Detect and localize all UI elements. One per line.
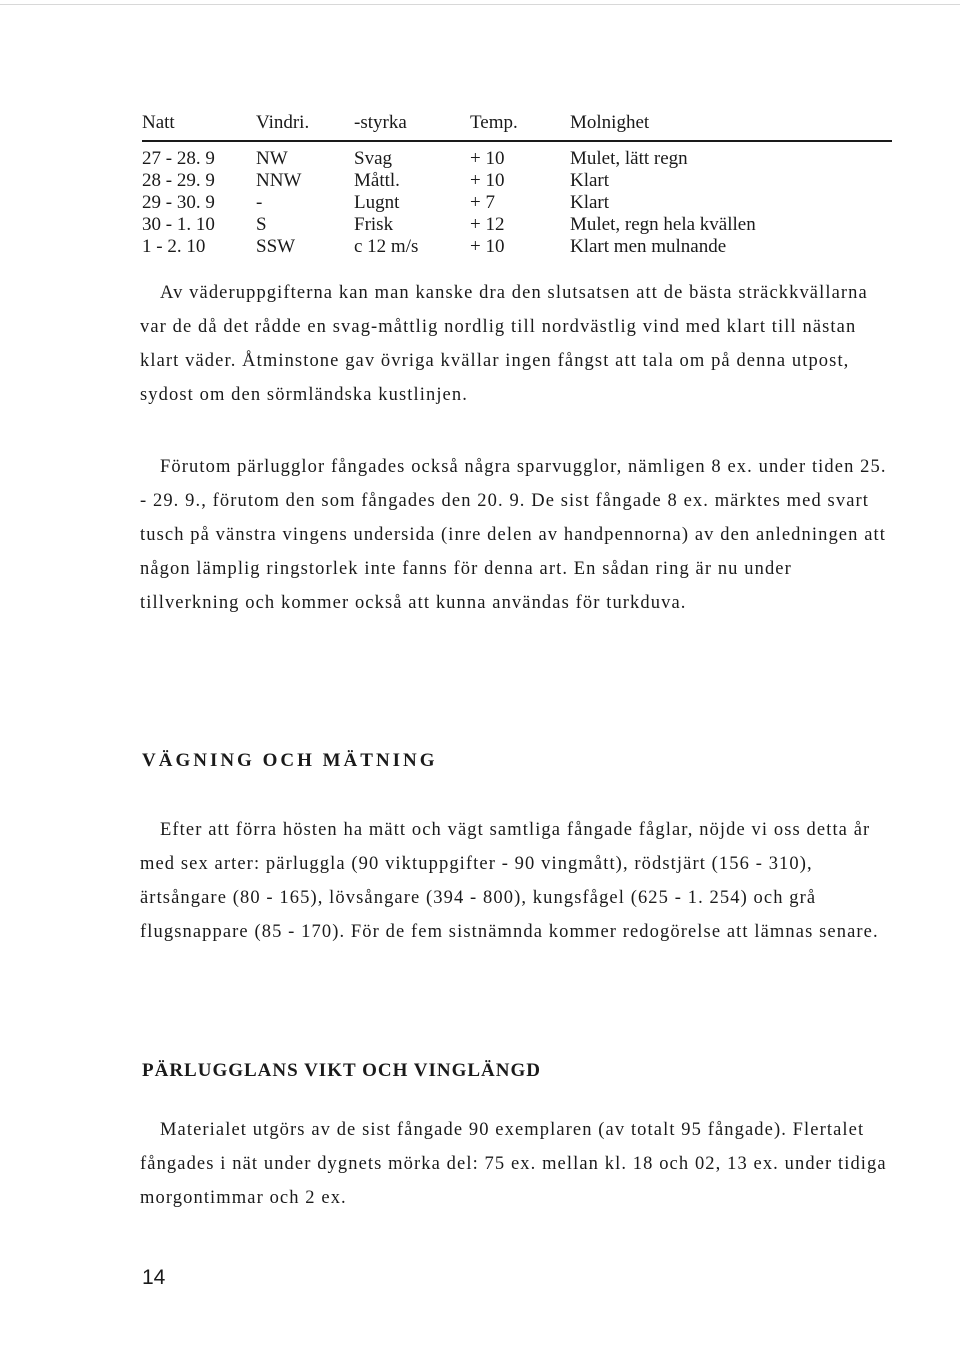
table-row [142, 236, 892, 258]
weather-table-header [142, 112, 892, 142]
top-rule [0, 4, 960, 5]
cell-styrka: Måttl. [354, 170, 400, 191]
heading-vagning-och-matning: VÄGNING OCH MÄTNING [142, 750, 438, 771]
cell-molnighet: Mulet, lätt regn [570, 148, 688, 169]
cell-vindriktning: - [256, 192, 263, 213]
header-styrka: -styrka [354, 112, 407, 133]
cell-vindriktning: NW [256, 148, 288, 169]
header-natt: Natt [142, 112, 175, 133]
header-vindriktning: Vindri. [256, 112, 310, 133]
page-number: 14 [142, 1266, 166, 1289]
weather-table-body [142, 142, 892, 258]
cell-natt: 1 - 2. 10 [142, 236, 206, 257]
cell-styrka: Lugnt [354, 192, 400, 213]
cell-molnighet: Klart [570, 192, 610, 213]
cell-temp: + 10 [470, 148, 505, 169]
cell-styrka: c 12 m/s [354, 236, 419, 257]
paragraph-matning: Efter att förra hösten ha mätt och vägt samtliga fångade fåglar, nöjde vi oss detta år med sex arter: pärluggla (90 viktuppgifter - 90 vingmått), rödstjärt (156 - 310), ärtsångare (80 - 165), lövsångare (394 - 800), kungsfågel (625 - 1. 254) och grå flugsnappare (85 - 170). För de fem sistnämnda kommer redogörelse att lämnas senare. [140, 820, 879, 942]
cell-temp: + 10 [470, 236, 505, 257]
paragraph-weather-conclusion: Av väderuppgifterna kan man kanske dra den slutsatsen att de bästa sträckkvällarna var de då det rådde en svag-måttlig nordlig till nordvästlig vind med klart till nästan klart väder. Åtminstone gav övriga kvällar ingen fångst att tala om på denna utpost, sydost om den sörmländska kustlinjen. [140, 283, 868, 405]
cell-natt: 30 - 1. 10 [142, 214, 215, 235]
table-row [142, 148, 892, 170]
cell-natt: 29 - 30. 9 [142, 192, 215, 213]
cell-molnighet: Mulet, regn hela kvällen [570, 214, 756, 235]
table-row [142, 192, 892, 214]
table-row [142, 214, 892, 236]
cell-natt: 28 - 29. 9 [142, 170, 215, 191]
cell-molnighet: Klart men mulnande [570, 236, 727, 257]
cell-temp: + 12 [470, 214, 505, 235]
cell-temp: + 10 [470, 170, 505, 191]
table-row [142, 170, 892, 192]
cell-styrka: Svag [354, 148, 392, 169]
cell-vindriktning: NNW [256, 170, 302, 191]
header-molnighet: Molnighet [570, 112, 650, 133]
cell-temp: + 7 [470, 192, 495, 213]
cell-styrka: Frisk [354, 214, 394, 235]
heading-parlugglans-vikt: PÄRLUGGLANS VIKT OCH VINGLÄNGD [142, 1060, 541, 1081]
cell-natt: 27 - 28. 9 [142, 148, 215, 169]
paragraph-material: Materialet utgörs av de sist fångade 90 exemplaren (av totalt 95 fångade). Flertalet fångades i nät under dygnets mörka del: 75 ex. mellan kl. 18 och 02, 13 ex. under tidiga morgontimmar och 2 ex. [140, 1120, 887, 1208]
cell-molnighet: Klart [570, 170, 610, 191]
cell-vindriktning: SSW [256, 236, 296, 257]
paragraph-sparvugglor: Förutom pärlugglor fångades också några sparvugglor, nämligen 8 ex. under tiden 25. - 29. 9., förutom den som fångades den 20. 9. De sist fångade 8 ex. märktes med svart tusch på vänstra vingens undersida (inre delen av handpennorna) av den anledningen att någon lämplig ringstorlek inte fanns för denna art. En sådan ring är nu under tillverkning och kommer också att kunna användas för turkduva. [140, 457, 887, 613]
weather-table [142, 112, 892, 258]
cell-vindriktning: S [256, 214, 267, 235]
header-temp: Temp. [470, 112, 518, 133]
